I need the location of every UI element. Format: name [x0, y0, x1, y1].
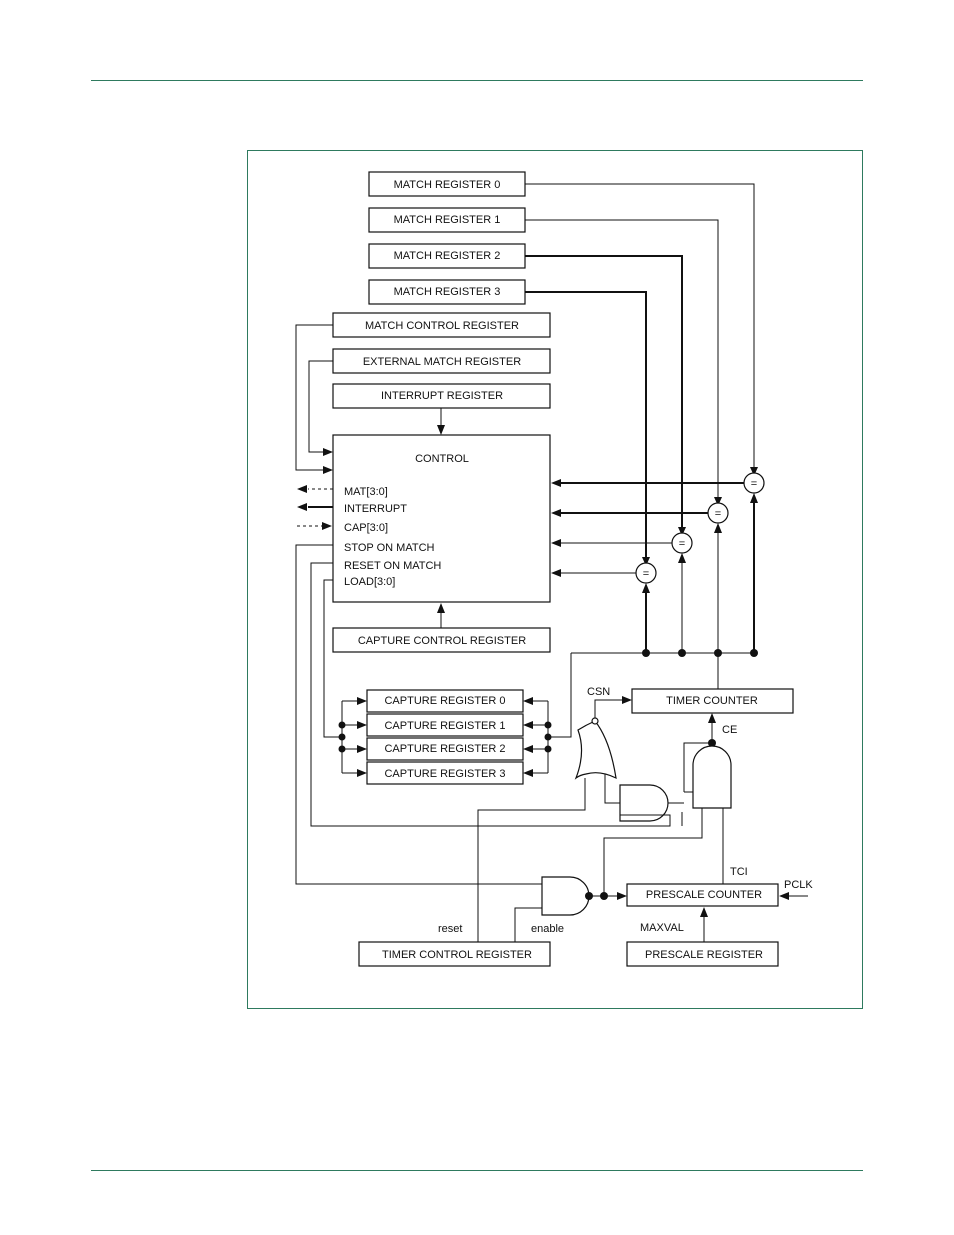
signal-tci: TCI: [730, 866, 748, 878]
nor-gate-bubble: [592, 718, 598, 724]
comparator-3-symbol: =: [642, 568, 650, 580]
comparator-1-symbol: =: [714, 508, 722, 520]
capture-register-2-label: CAPTURE REGISTER 2: [384, 743, 506, 755]
external-match-register-label: EXTERNAL MATCH REGISTER: [362, 356, 522, 368]
control-mat: MAT[3:0]: [344, 486, 388, 498]
timer-control-register-label: TIMER CONTROL REGISTER: [382, 949, 532, 961]
control-load: LOAD[3:0]: [344, 576, 396, 588]
and-gate-enable: [542, 877, 589, 915]
capture-control-register-label: CAPTURE CONTROL REGISTER: [357, 635, 527, 647]
timer-counter-label: TIMER COUNTER: [666, 695, 758, 707]
match-control-register-label: MATCH CONTROL REGISTER: [364, 320, 520, 332]
signal-csn: CSN: [587, 686, 611, 698]
and-gate-reset: [620, 785, 668, 821]
comparator-0-symbol: =: [750, 478, 758, 490]
control-io-left: [297, 485, 333, 530]
match-register-0-label: MATCH REGISTER 0: [393, 179, 501, 191]
signal-ce: CE: [722, 724, 738, 736]
comparators: [636, 473, 764, 583]
match-register-3-label: MATCH REGISTER 3: [393, 286, 501, 298]
capture-register-0-label: CAPTURE REGISTER 0: [384, 695, 506, 707]
control-interrupt: INTERRUPT: [344, 503, 407, 515]
signal-reset: reset: [438, 923, 463, 935]
match-register-2-label: MATCH REGISTER 2: [393, 250, 501, 262]
prescale-counter-label: PRESCALE COUNTER: [645, 889, 763, 901]
control-title: CONTROL: [415, 453, 469, 465]
signal-pclk: PCLK: [784, 879, 813, 891]
control-stop-on-match: STOP ON MATCH: [344, 542, 435, 554]
control-cap: CAP[3:0]: [344, 522, 389, 534]
match-register-1-label: MATCH REGISTER 1: [393, 214, 501, 226]
capture-register-3-label: CAPTURE REGISTER 3: [384, 768, 506, 780]
capture-registers: [367, 690, 523, 784]
capture-register-1-label: CAPTURE REGISTER 1: [384, 720, 506, 732]
nor-gate: [576, 721, 616, 778]
and-gate-ce: [693, 746, 731, 808]
prescale-register-label: PRESCALE REGISTER: [645, 949, 763, 961]
interrupt-register-label: INTERRUPT REGISTER: [380, 390, 504, 402]
control-reset-on-match: RESET ON MATCH: [344, 560, 442, 572]
signal-enable: enable: [531, 923, 565, 935]
signal-maxval: MAXVAL: [640, 922, 684, 934]
comparator-outputs: [551, 479, 745, 577]
comparator-2-symbol: =: [678, 538, 686, 550]
